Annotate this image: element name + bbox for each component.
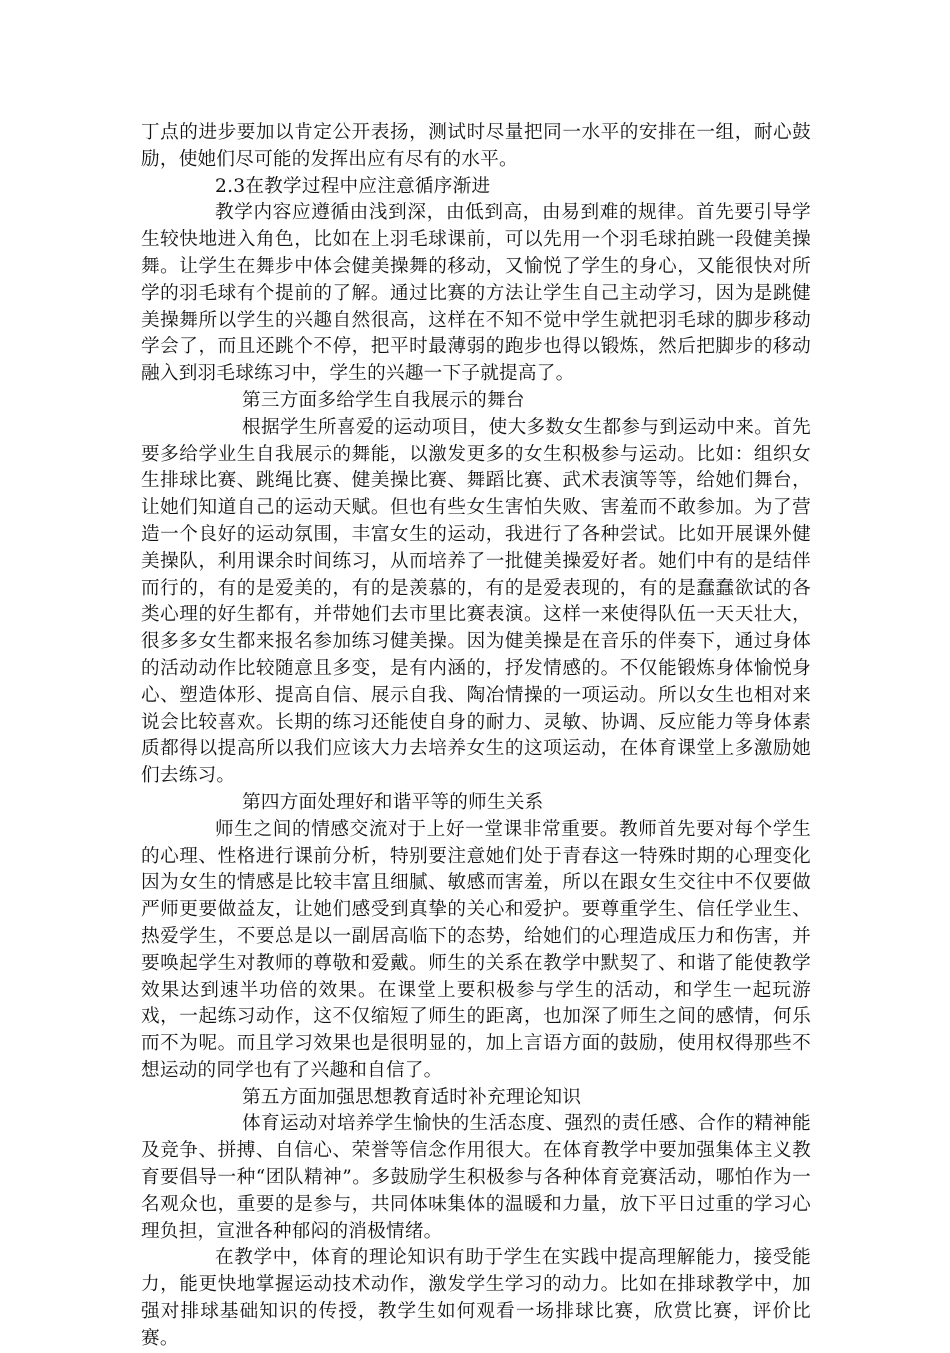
paragraph-self-display: 根据学生所喜爱的运动项目，使大多数女生都参与到运动中来。首先要多给学业生自我展示的舞能，以激发更多的女生积极参与运动。比如：组织女生排球比赛、跳绳比赛、健美操比赛、舞蹈比赛、武术表演等等，给她们舞台，让她们知道自己的运动天赋。但也有些女生害怕失败、害羞而不敢参加。为了营造一个良好的运动氛围，丰富女生的运动，我进行了各种尝试。比如开展课外健美操队，利用课余时间练习，从而培养了一批健美操爱好者。她们中有的是结伴而行的，有的是爱美的，有的是羡慕的，有的是爱表现的，有的是蠢蠢欲试的各类心理的好生都有，并带她们去市里比赛表演。这样一来使得队伍一天天壮大，很多多女生都来报名参加练习健美操。因为健美操是在音乐的伴奏下，通过身体的活动动作比较随意且多变，是有内涵的，抒发情感的。不仅能锻炼身体愉悦身心、塑造体形、提高自信、展示自我、陶冶情操的一项运动。所以女生也相对来说会比较喜欢。长期的练习还能使自身的耐力、灵敏、协调、反应能力等身体素质都得以提高所以我们应该大力去培养女生的这项运动，在体育课堂上多激励她们去练习。 [141,416,811,787]
paragraph-theory-knowledge: 在教学中，体育的理论知识有助于学生在实践中提高理解能力，接受能力，能更快地掌握运动技术动作，激发学生学习的动力。比如在排球教学中，加强对排球基础知识的传授，教学生如何观看一场排球比赛，欣赏比赛，评价比赛。 [141,1247,811,1349]
section-heading-third: 第三方面多给学生自我展示的舞台 [242,389,525,411]
paragraph-continuation: 丁点的进步要加以肯定公开表扬，测试时尽量把同一水平的安排在一组，耐心鼓励，使她们尽可能的发挥出应有尽有的水平。 [141,122,811,170]
paragraph-gradual-progress: 教学内容应遵循由浅到深，由低到高，由易到难的规律。首先要引导学生较快地进入角色，比如在上羽毛球课前，可以先用一个羽毛球拍跳一段健美操舞。让学生在舞步中体会健美操舞的移动，又愉悦了学生的身心，又能很快对所学的羽毛球有个提前的了解。通过比赛的方法让学生自己主动学习，因为是跳健美操舞所以学生的兴趣自然很高，这样在不知不觉中学生就把羽毛球的脚步移动学会了，而且还跳个不停，把平时最薄弱的跑步也得以锻炼，然后把脚步的移动融入到羽毛球练习中，学生的兴趣一下子就提高了。 [141,202,811,385]
section-heading-2-3: 2.3在教学过程中应注意循序渐进 [215,175,491,197]
section-heading-fourth: 第四方面处理好和谐平等的师生关系 [242,791,544,813]
document-page [141,120,811,1353]
section-heading-fifth: 第五方面加强思想教育适时补充理论知识 [242,1086,582,1108]
paragraph-teacher-student: 师生之间的情感交流对于上好一堂课非常重要。教师首先要对每个学生的心理、性格进行课前分析，特别要注意她们处于青春这一特殊时期的心理变化因为女生的情感是比较丰富且细腻、敏感而害羞，所以在跟女生交往中不仅要做严师更要做益友，让她们感受到真挚的关心和爱护。要尊重学生、信任学业生、热爱学生，不要总是以一副居高临下的态势，给她们的心理造成压力和伤害，并要唤起学生对教师的尊敬和爱戴。师生的关系在教学中默契了、和谐了能使教学效果达到速半功倍的效果。在课堂上要积极参与学生的活动，和学生一起玩游戏，一起练习动作，这不仅缩短了师生的距离，也加深了师生之间的感情，何乐而不为呢。而且学习效果也是很明显的，加上言语方面的鼓励，使用权得那些不想运动的同学也有了兴趣和自信了。 [141,818,811,1081]
paragraph-ideology-education: 体育运动对培养学生愉快的生活态度、强烈的责任感、合作的精神能及竞争、拼搏、自信心、荣誉等信念作用很大。在体育教学中要加强集体主义教育要倡导一种“团队精神”。多鼓励学生积极参与各种体育竞赛活动，哪怕作为一名观众也，重要的是参与，共同体味集体的温暖和力量，放下平日过重的学习心理负担，宣泄各种郁闷的消极情绪。 [141,1113,811,1242]
